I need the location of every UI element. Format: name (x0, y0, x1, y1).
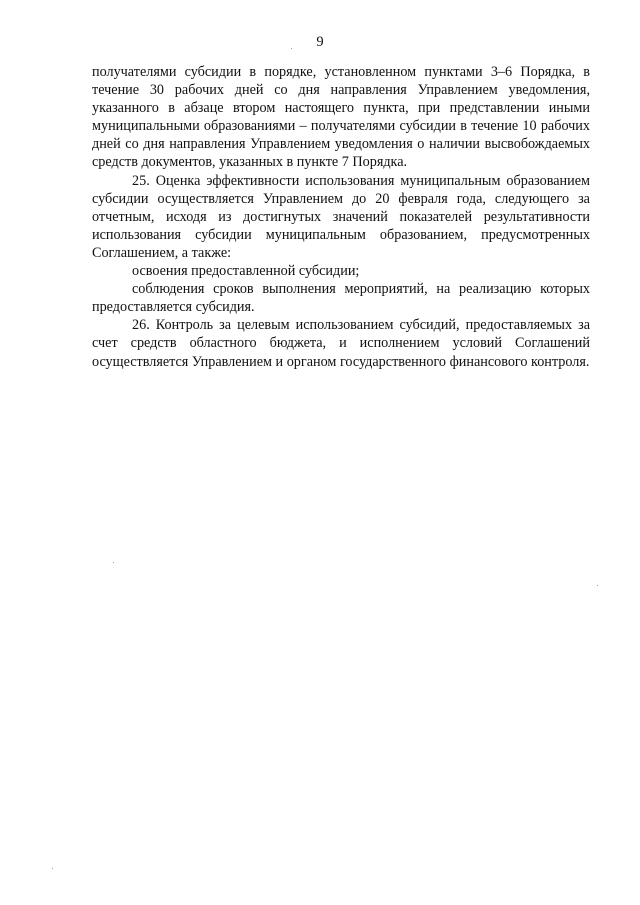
paragraph-list-item-2: соблюдения сроков выполнения мероприятий, на реализацию которых предоставляется субсидия. (92, 281, 590, 316)
scan-speck (113, 562, 114, 563)
paragraph-25: 25. Оценка эффективности использования муниципальным образованием субсидии осуществляется Управлением до 20 февраля года, следующего за отчетным, исходя из достигнутых значений показателей результативности использования субсидии муниципальным образованием, предусмотренных Соглашением, а также: (92, 172, 590, 261)
scan-speck (52, 868, 53, 869)
scan-speck (291, 48, 292, 49)
paragraph-26: 26. Контроль за целевым использованием субсидий, предоставляемых за счет средств областного бюджета, и исполнением условий Соглашений осуществляется Управлением и органом государственного финансового контроля. (92, 317, 590, 370)
paragraph-list-item-1: освоения предоставленной субсидии; (132, 263, 360, 280)
scan-speck (597, 585, 598, 586)
page-number: 9 (316, 34, 324, 50)
paragraph-continuation: получателями субсидии в порядке, установленном пунктами 3–6 Порядка, в течение 30 рабочих дней со дня направления Управлением уведомления, указанного в абзаце втором настоящего пункта, при представлении иными муниципальными образованиями – получателями субсидии в течение 10 рабочих дней со дня направления Управлением уведомления о наличии высвобождаемых средств документов, указанных в пункте 7 Порядка. (92, 64, 590, 171)
document-body (92, 63, 590, 371)
